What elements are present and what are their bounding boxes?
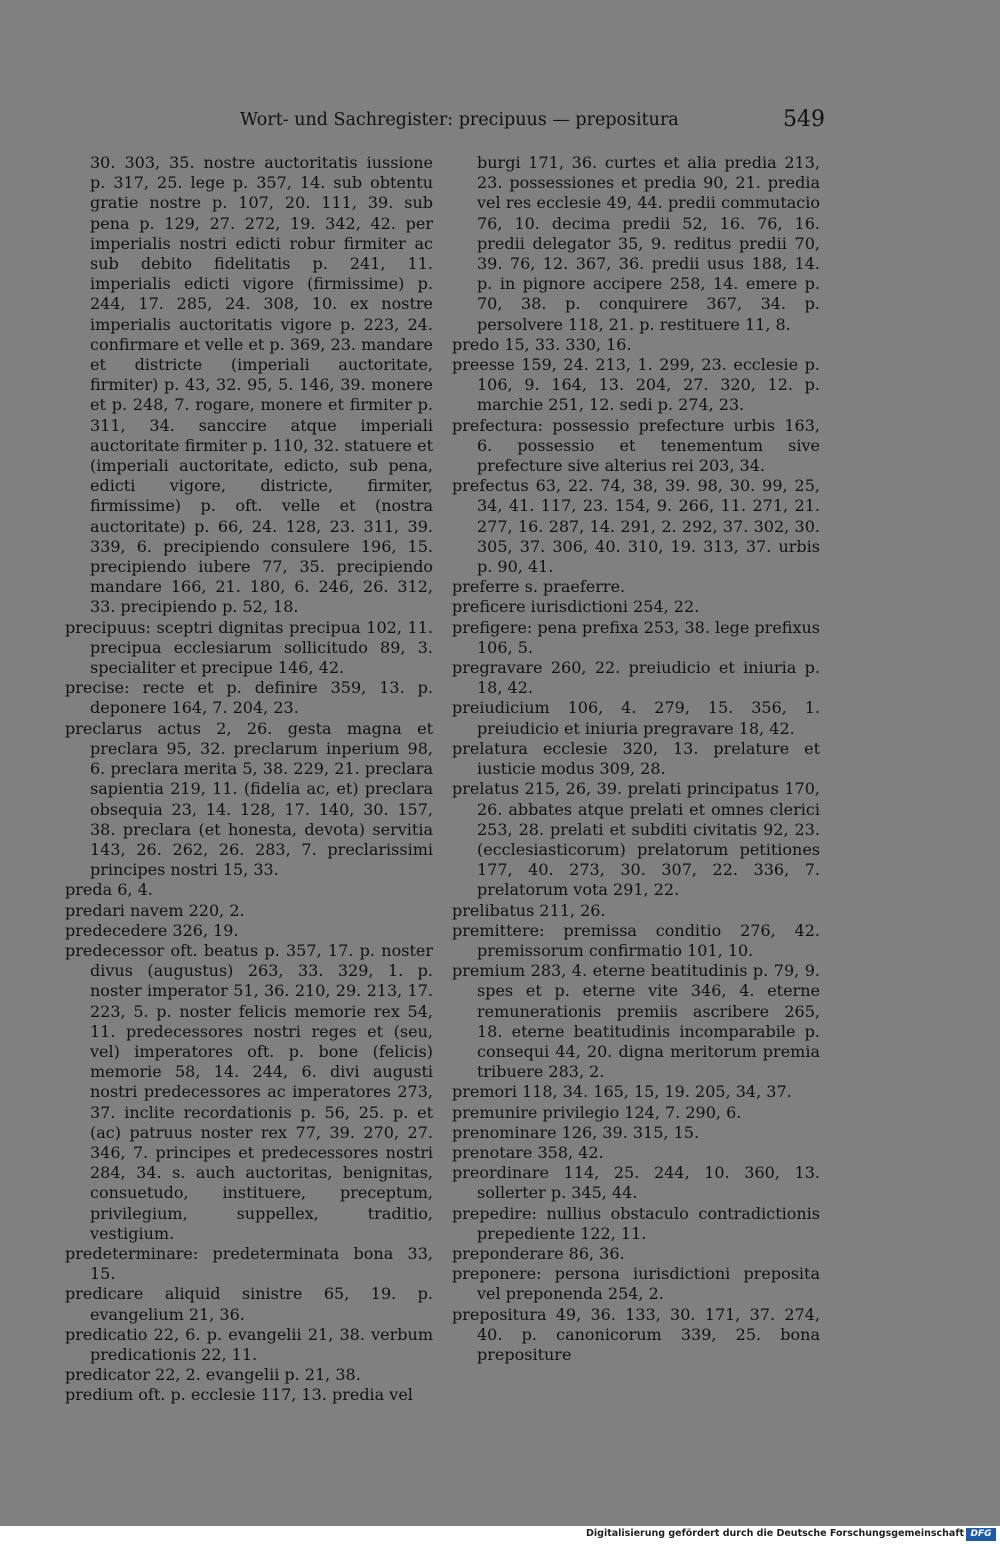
register-entry-continuation: burgi 171, 36. curtes et alia predia 213, 23. possessiones et predia 90, 21. predia vel res ecclesie 49, 44. predii commutacio 76, 10. decima predii 52, 16. 76, 16. predii delegator 35, 9. reditus predii 70, 39. 76, 12. 367, 36. predii usus 188, 14. p. in pignore accipere 258, 14. emere p. 70, 38. p. conquirere 367, 34. p. persolvere 118, 21. p. restituere 11, 8. [477, 153, 820, 334]
register-entry: predicatio 22, 6. p. evangelii 21, 38. verbum predicationis 22, 11. [65, 1324, 433, 1364]
register-entry: preesse 159, 24. 213, 1. 299, 23. ecclesie p. 106, 9. 164, 13. 204, 27. 320, 12. p. marchie 251, 12. sedi p. 274, 23. [452, 355, 820, 415]
page-number: 549 [783, 107, 825, 132]
register-entry: premunire privilegio 124, 7. 290, 6. [452, 1102, 742, 1122]
register-entry: predicare aliquid sinistre 65, 19. p. evangelium 21, 36. [65, 1284, 433, 1324]
register-entry: preficere iurisdictioni 254, 22. [452, 597, 700, 617]
register-entry: prelatus 215, 26, 39. prelati principatus 170, 26. abbates atque prelati et omnes clerici 253, 28. prelati et subditi civitatis 92, 23. (ecclesiasticorum) prelatorum petitiones 177, 40. 273, 30. 307, 22. 336, 7. prelatorum vota 291, 22. [452, 779, 820, 900]
register-entry: preferre s. praeferre. [452, 577, 626, 597]
register-entry: prenominare 126, 39. 315, 15. [452, 1122, 700, 1142]
register-entry: prelibatus 211, 26. [452, 900, 606, 920]
register-entry: predicator 22, 2. evangelii p. 21, 38. [65, 1365, 361, 1385]
register-entry-continuation: 30. 303, 35. nostre auctoritatis iussione p. 317, 25. lege p. 357, 14. sub obtentu gratie nostre p. 107, 20. 111, 39. sub pena p. 129, 27. 272, 19. 342, 42. per imperialis nostri edicti robur firmiter ac sub debito fidelitatis p. 241, 11. imperialis edicti vigore (firmissime) p. 244, 17. 285, 24. 308, 10. ex nostre imperialis auctoritatis vigore p. 223, 24. confirmare et velle et p. 369, 23. mandare et districte (imperiali auctoritate, firmiter) p. 43, 32. 95, 5. 146, 39. monere et p. 248, 7. rogare, monere et firmiter p. 311, 34. sanccire atque imperiali auctoritate firmiter p. 110, 32. statuere et (imperiali auctoritate, edicto, sub pena, edicti vigore, districte, firmiter, firmissime) p. oft. velle et (nostra auctoritate) p. 66, 24. 128, 23. 311, 39. 339, 6. precipiendo consulere 196, 15. precipiendo iubere 77, 35. precipiendo mandare 166, 21. 180, 6. 246, 26. 312, 33. precipiendo p. 52, 18. [90, 153, 433, 617]
register-entry: predecedere 326, 19. [65, 920, 239, 940]
register-entry: predari navem 220, 2. [65, 900, 245, 920]
register-entry: premium 283, 4. eterne beatitudinis p. 79, 9. spes et p. eterne vite 346, 4. eterne remunerationis premiis ascribere 265, 18. eterne beatitudinis incomparabile p. consequi 44, 20. digna meritorum premia tribuere 283, 2. [452, 961, 820, 1082]
footer-bar [0, 1526, 1000, 1544]
register-entry: preponderare 86, 36. [452, 1243, 625, 1263]
register-entry: predecessor oft. beatus p. 357, 17. p. noster divus (augustus) 263, 33. 329, 1. p. noster imperator 51, 36. 210, 29. 213, 17. 223, 5. p. noster felicis memorie rex 54, 11. predecessores nostri reges et (seu, vel) imperatores oft. p. bone (felicis) memorie 58, 14. 244, 6. divi augusti nostri predecessores ac imperatores 273, 37. inclite recordationis p. 56, 25. p. et (ac) patruus noster rex 77, 39. 270, 27. 346, 7. principes et predecessores nostri 284, 34. s. auch auctoritas, benignitas, consuetudo, instituere, preceptum, privilegium, suppellex, traditio, vestigium. [65, 940, 433, 1243]
register-entry: preiudicium 106, 4. 279, 15. 356, 1. preiudicio et iniuria pregravare 18, 42. [452, 698, 820, 738]
left-column [65, 153, 433, 1406]
register-entry: predo 15, 33. 330, 16. [452, 334, 632, 354]
register-entry: preponere: persona iurisdictioni preposita vel preponenda 254, 2. [452, 1264, 820, 1304]
register-entry: preordinare 114, 25. 244, 10. 360, 13. sollerter p. 345, 44. [452, 1163, 820, 1203]
register-entry: preclarus actus 2, 26. gesta magna et preclara 95, 32. preclarum inperium 98, 6. preclara merita 5, 38. 229, 21. preclara sapientia 219, 11. (fidelia ac, et) preclara obsequia 23, 14. 128, 17. 140, 30. 157, 38. preclara (et honesta, devota) servitia 143, 26. 262, 26. 283, 7. preclarissimi principes nostri 15, 33. [65, 718, 433, 880]
register-entry: premori 118, 34. 165, 15, 19. 205, 34, 37. [452, 1082, 792, 1102]
register-entry: prefigere: pena prefixa 253, 38. lege prefixus 106, 5. [452, 617, 820, 657]
register-entry: predium oft. p. ecclesie 117, 13. predia vel [65, 1385, 413, 1405]
register-entry: precipuus: sceptri dignitas precipua 102, 11. precipua ecclesiarum sollicitudo 89, 3. specialiter et precipue 146, 42. [65, 617, 433, 678]
register-entry: prefectura: possessio prefecture urbis 163, 6. possessio et tenementum sive prefecture sive alterius rei 203, 34. [452, 415, 820, 476]
register-entry: precise: recte et p. definire 359, 13. p. deponere 164, 7. 204, 23. [65, 678, 433, 718]
register-entry: prenotare 358, 42. [452, 1142, 604, 1162]
running-header: Wort- und Sachregister: precipuus — prepositura [240, 110, 679, 130]
register-entry: premittere: premissa conditio 276, 42. premissorum confirmatio 101, 10. [452, 920, 820, 960]
register-entry: prepositura 49, 36. 133, 30. 171, 37. 274, 40. p. canonicorum 339, 25. bona prepositure [452, 1304, 820, 1364]
register-entry: prepedire: nullius obstaculo contradictionis prepediente 122, 11. [452, 1203, 820, 1243]
funding-credit: Digitalisierung gefördert durch die Deutsche Forschungsgemeinschaft [586, 1528, 964, 1539]
dfg-logo[interactable]: DFG [966, 1528, 996, 1541]
register-entry: prefectus 63, 22. 74, 38, 39. 98, 30. 99, 25, 34, 41. 117, 23. 154, 9. 266, 11. 271, 21. 277, 16. 287, 14. 291, 2. 292, 37. 302, 30. 305, 37. 306, 40. 310, 19. 313, 37. urbis p. 90, 41. [452, 476, 820, 577]
register-entry: prelatura ecclesie 320, 13. prelature et iusticie modus 309, 28. [452, 738, 820, 779]
register-entry: pregravare 260, 22. preiudicio et iniuria p. 18, 42. [452, 658, 820, 698]
register-entry: predeterminare: predeterminata bona 33, 15. [65, 1243, 433, 1284]
register-entry: preda 6, 4. [65, 880, 153, 900]
right-column [452, 153, 820, 1365]
